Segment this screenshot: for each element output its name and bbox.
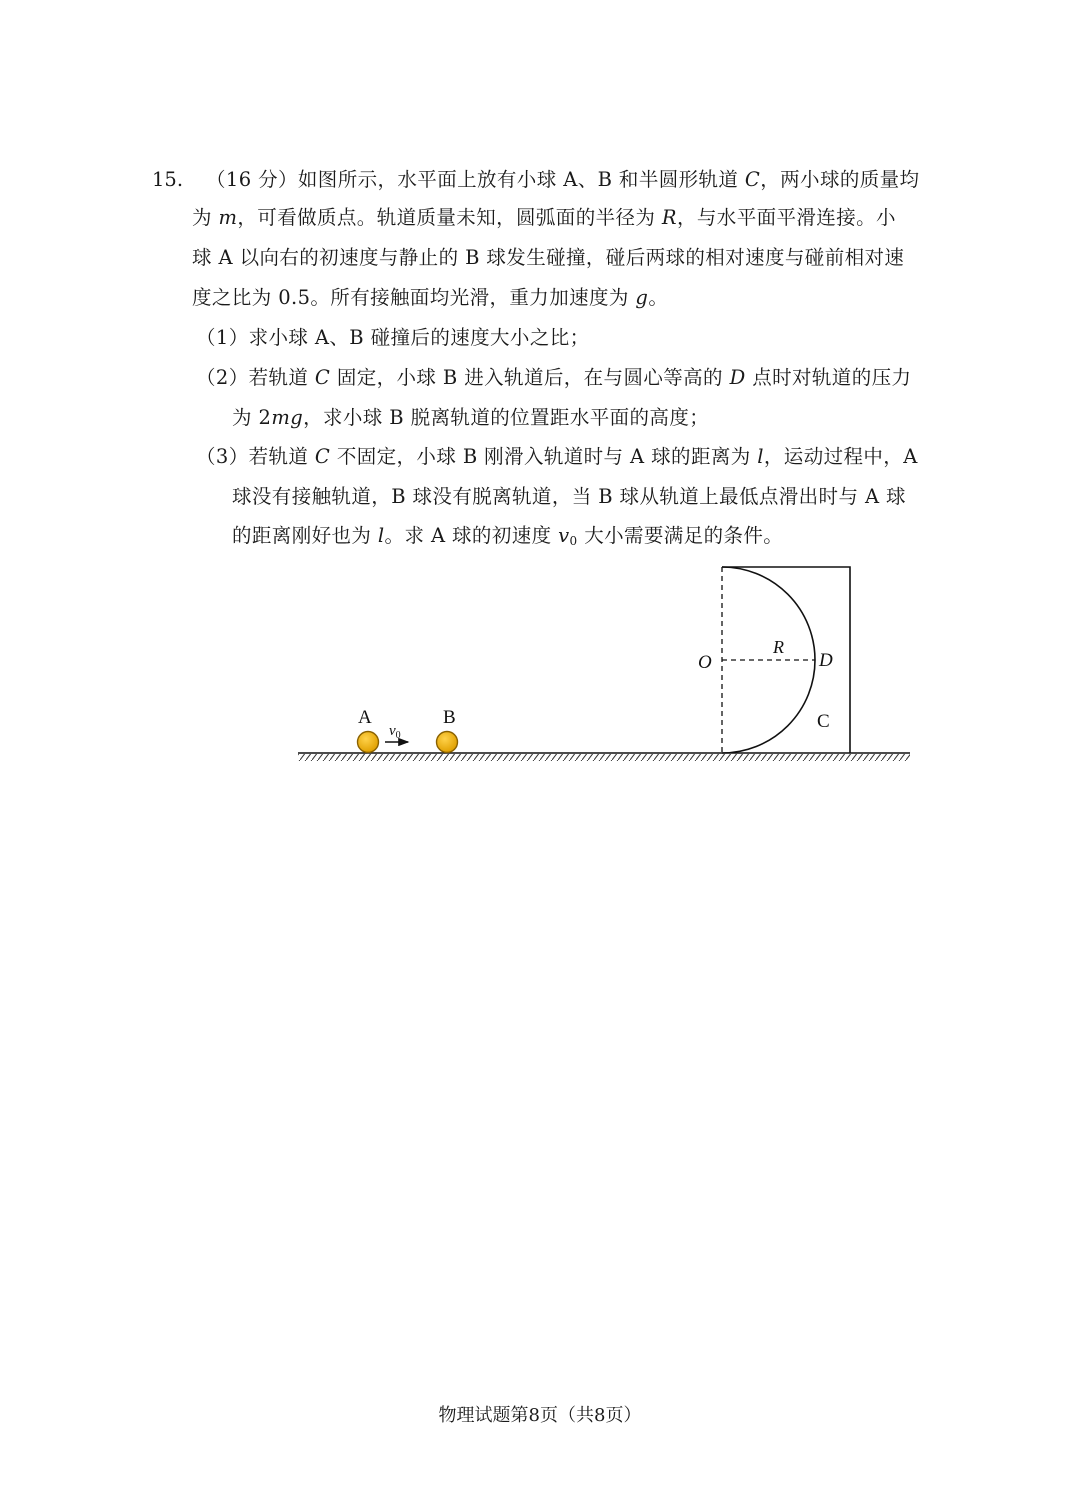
ball-b-label: B bbox=[443, 707, 456, 728]
question-line-1: （16 分）如图所示，水平面上放有小球 A、B 和半圆形轨道 C，两小球的质量均 bbox=[206, 168, 920, 191]
center-label: O bbox=[698, 652, 712, 673]
question-line-4: 度之比为 0.5。所有接触面均光滑，重力加速度为 g。 bbox=[192, 286, 669, 309]
part-3-line-3: 的距离刚好也为 l。求 A 球的初速度 $v_0$ 大小需要满足的条件。 bbox=[232, 524, 784, 548]
track-label: C bbox=[817, 711, 830, 732]
point-d-label: D bbox=[819, 650, 833, 671]
question-number: 15. bbox=[152, 168, 184, 191]
ball-b bbox=[437, 732, 458, 753]
part-3-line-2: 球没有接触轨道，B 球没有脱离轨道，当 B 球从轨道上最低点滑出时与 A 球 bbox=[232, 485, 906, 508]
page-footer: 物理试题第8页（共8页） bbox=[438, 1405, 642, 1426]
radius-label: R bbox=[773, 637, 784, 657]
ball-a-label: A bbox=[358, 707, 372, 728]
velocity-label: $v_0$ bbox=[389, 723, 401, 741]
part-2-line-1: （2）若轨道 C 固定，小球 B 进入轨道后，在与圆心等高的 D 点时对轨道的压力 bbox=[196, 366, 912, 389]
part-1: （1）求小球 A、B 碰撞后的速度大小之比； bbox=[196, 326, 590, 349]
part-3-line-1: （3）若轨道 C 不固定，小球 B 刚滑入轨道时与 A 球的距离为 l，运动过程中，A bbox=[196, 445, 918, 468]
question-line-3: 球 A 以向右的初速度与静止的 B 球发生碰撞，碰后两球的相对速度与碰前相对速 bbox=[192, 246, 905, 269]
part-2-line-2: 为 2mg，求小球 B 脱离轨道的位置距水平面的高度； bbox=[232, 406, 710, 429]
question-line-2: 为 m，可看做质点。轨道质量未知，圆弧面的半径为 R，与水平面平滑连接。小 bbox=[192, 206, 896, 229]
ball-a bbox=[358, 732, 379, 753]
ground-hatching bbox=[298, 754, 910, 761]
